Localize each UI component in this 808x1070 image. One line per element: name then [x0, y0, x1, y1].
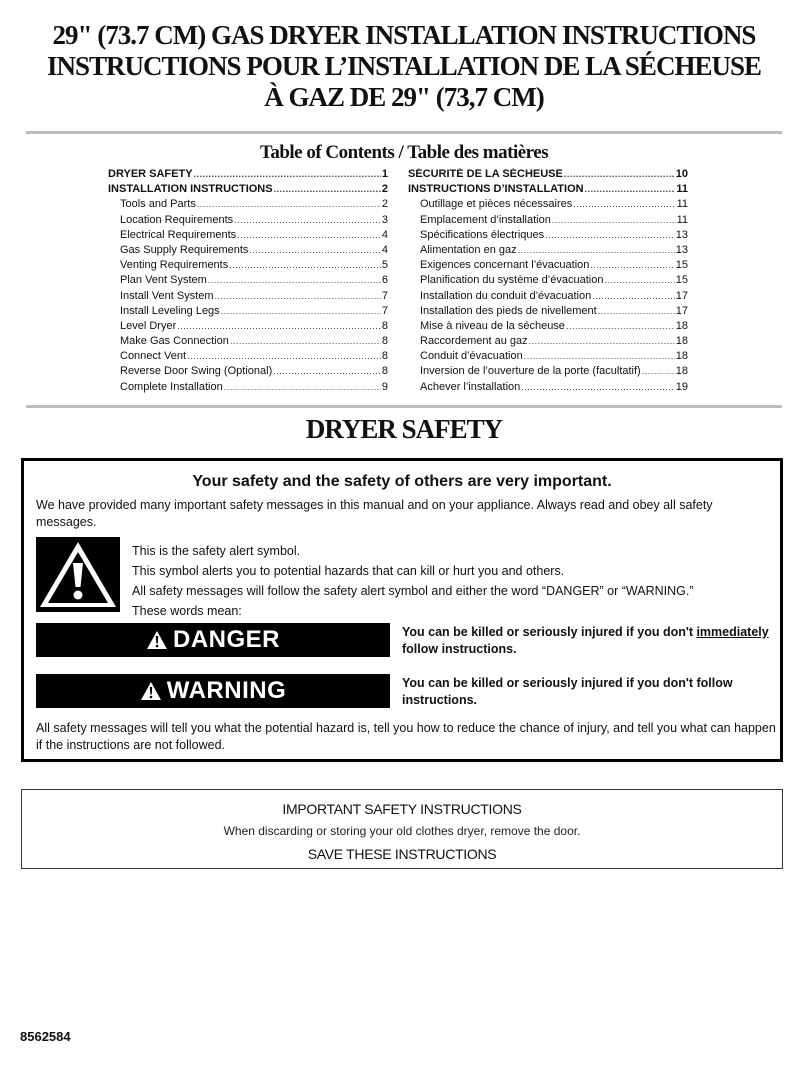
- toc-entry-label: Planification du système d’évacuation: [420, 274, 604, 287]
- toc-entry-label: Tools and Parts: [120, 198, 196, 211]
- toc-entry: [108, 350, 388, 365]
- toc-leader-dots: [249, 245, 380, 255]
- toc-leader-dots: [564, 169, 675, 179]
- toc-leader-dots: [545, 230, 675, 240]
- toc-entry-page: 6: [381, 274, 388, 287]
- toc-entry: [108, 168, 388, 183]
- safety-intro: We have provided many important safety messages in this manual and on your appliance. Always read and obey all safety messages.: [36, 498, 713, 529]
- toc-entry: [408, 290, 688, 305]
- toc-entry-label: INSTRUCTIONS D’INSTALLATION: [408, 183, 584, 196]
- toc-leader-dots: [237, 230, 381, 240]
- toc-entry-page: 5: [381, 259, 388, 272]
- toc-entry-page: 18: [675, 350, 688, 363]
- toc-entry: [108, 365, 388, 380]
- toc-heading: Table of Contents / Table des matières: [259, 142, 549, 163]
- toc-entry: [108, 305, 388, 320]
- danger-text-underlined: immediately: [696, 625, 769, 639]
- toc-entry: [108, 259, 388, 274]
- toc-entry: [108, 214, 388, 229]
- toc-leader-dots: [604, 275, 674, 285]
- toc-entry-label: Raccordement au gaz: [420, 335, 528, 348]
- toc-leader-dots: [274, 184, 381, 194]
- title-line-3: À GAZ DE 29" (73,7 CM): [264, 82, 544, 112]
- toc-entry: [408, 320, 688, 335]
- toc-entry-label: Alimentation en gaz: [420, 243, 517, 256]
- toc-entry-label: Location Requirements: [120, 213, 234, 226]
- toc-leader-dots: [177, 321, 381, 331]
- important-title: IMPORTANT SAFETY INSTRUCTIONS: [282, 801, 522, 817]
- toc-leader-dots: [229, 260, 381, 270]
- toc-entry: [408, 259, 688, 274]
- toc-entry-label: Gas Supply Requirements: [120, 243, 249, 256]
- toc-entry-page: 1: [381, 168, 388, 180]
- toc-entry-page: 4: [381, 243, 388, 256]
- safety-message-box: [21, 458, 783, 762]
- toc-entry-page: 10: [675, 168, 688, 180]
- toc-leader-dots: [573, 199, 675, 209]
- alert-line-1: This is the safety alert symbol.: [132, 544, 301, 558]
- toc-entry-label: Venting Requirements: [120, 259, 229, 272]
- warning-label: WARNING: [166, 677, 287, 704]
- toc-leader-dots: [566, 321, 675, 331]
- toc-entry-page: 19: [675, 380, 688, 393]
- toc-leader-dots: [230, 336, 381, 346]
- toc-entry-label: SÉCURITÉ DE LA SÉCHEUSE: [408, 168, 563, 180]
- toc-entry-label: Electrical Requirements: [120, 228, 237, 241]
- toc-entry: [408, 229, 688, 244]
- save-instructions: SAVE THESE INSTRUCTIONS: [307, 846, 497, 862]
- toc-entry-label: Outillage et pièces nécessaires: [420, 198, 573, 211]
- toc-bottom-divider: [26, 405, 782, 408]
- toc-entry: [108, 244, 388, 259]
- toc-entry-label: Level Dryer: [120, 319, 177, 332]
- section-title: DRYER SAFETY: [305, 414, 503, 444]
- toc-entry: [108, 198, 388, 213]
- toc-entry: [408, 168, 688, 183]
- toc-leader-dots: [215, 291, 381, 301]
- toc-entry-page: 7: [381, 289, 388, 302]
- toc-entry: [108, 381, 388, 396]
- toc-entry-label: Inversion de l’ouverture de la porte (facultatif): [420, 365, 641, 378]
- toc-entry-page: 17: [675, 289, 688, 302]
- toc-leader-dots: [585, 184, 676, 194]
- toc-entry-label: DRYER SAFETY: [108, 168, 193, 180]
- danger-description: [402, 624, 782, 658]
- danger-text-part-1: You can be killed or seriously injured if you don't: [402, 625, 697, 639]
- safety-footer: All safety messages will tell you what the potential hazard is, tell you how to reduce the chance of injury, and tell you what can happen if the instructions are not followed.: [36, 721, 776, 752]
- toc-entry: [408, 350, 688, 365]
- toc-leader-dots: [590, 260, 674, 270]
- toc-entry-label: Make Gas Connection: [120, 335, 229, 348]
- toc-entry-page: 18: [675, 335, 688, 348]
- toc-entry-page: 15: [675, 274, 688, 287]
- toc-entry-page: 11: [676, 213, 688, 226]
- toc-entry: [408, 214, 688, 229]
- warning-signal-panel: [36, 674, 390, 708]
- safety-heading: Your safety and the safety of others are very important.: [192, 473, 612, 490]
- toc-entry: [408, 365, 688, 380]
- toc-leader-dots: [529, 336, 675, 346]
- toc-entry-page: 3: [381, 213, 388, 226]
- toc-french-column: [408, 168, 688, 396]
- toc-entry: [408, 198, 688, 213]
- toc-entry-page: 11: [676, 183, 688, 196]
- toc-entry-label: INSTALLATION INSTRUCTIONS: [108, 183, 273, 196]
- toc-leader-dots: [224, 382, 381, 392]
- toc-entry: [108, 274, 388, 289]
- toc-entry-page: 17: [675, 304, 688, 317]
- toc-entry: [408, 274, 688, 289]
- toc-entry-label: Connect Vent: [120, 350, 187, 363]
- danger-alert-icon: [146, 630, 168, 650]
- toc-entry-label: Install Vent System: [120, 289, 214, 302]
- toc-leader-dots: [524, 351, 675, 361]
- top-divider: [26, 131, 782, 134]
- toc-entry-label: Plan Vent System: [120, 274, 207, 287]
- safety-alert-triangle-icon: [36, 537, 120, 612]
- toc-entry-page: 15: [675, 259, 688, 272]
- danger-text-part-2: follow instructions.: [402, 642, 517, 656]
- toc-leader-dots: [208, 275, 381, 285]
- part-number: 8562584: [20, 1029, 71, 1044]
- toc-entry-label: Mise à niveau de la sécheuse: [420, 319, 565, 332]
- toc-leader-dots: [592, 291, 675, 301]
- toc-entry: [108, 290, 388, 305]
- warning-description: You can be killed or seriously injured if you don't follow instructions.: [402, 676, 733, 707]
- toc-entry-page: 13: [675, 243, 688, 256]
- toc-entry-page: 13: [675, 228, 688, 241]
- important-body: When discarding or storing your old clothes dryer, remove the door.: [223, 824, 581, 838]
- toc-leader-dots: [197, 199, 381, 209]
- toc-entry-label: Complete Installation: [120, 380, 223, 393]
- toc-leader-dots: [234, 215, 381, 225]
- toc-entry-page: 8: [381, 319, 388, 332]
- toc-entry-label: Reverse Door Swing (Optional): [120, 365, 273, 378]
- important-safety-instructions-box: [21, 789, 783, 869]
- toc-entry: [108, 229, 388, 244]
- toc-leader-dots: [187, 351, 381, 361]
- toc-leader-dots: [221, 306, 381, 316]
- toc-entry-label: Install Leveling Legs: [120, 304, 220, 317]
- toc-entry-label: Installation des pieds de nivellement: [420, 304, 597, 317]
- toc-entry: [408, 381, 688, 396]
- toc-leader-dots: [521, 382, 674, 392]
- toc-entry-label: Achever l’installation: [420, 380, 521, 393]
- toc-english-column: [108, 168, 388, 396]
- toc-entry-label: Installation du conduit d’évacuation: [420, 289, 592, 302]
- toc-entry-page: 8: [381, 365, 388, 378]
- toc-entry-page: 18: [675, 319, 688, 332]
- toc-entry-label: Emplacement d’installation: [420, 213, 551, 226]
- toc-entry: [408, 305, 688, 320]
- toc-entry: [108, 320, 388, 335]
- title-line-1: 29" (73.7 CM) GAS DRYER INSTALLATION INSTRUCTIONS: [52, 20, 756, 50]
- toc-entry: [108, 183, 388, 198]
- warning-alert-icon: [140, 681, 162, 701]
- toc-entry-page: 11: [676, 198, 688, 211]
- document-title: [0, 20, 808, 113]
- alert-line-3: All safety messages will follow the safety alert symbol and either the word “DANGER” or “WARNING.”: [132, 584, 694, 598]
- toc-entry-page: 4: [381, 228, 388, 241]
- toc-entry-label: Spécifications électriques: [420, 228, 545, 241]
- toc-leader-dots: [273, 366, 381, 376]
- toc-leader-dots: [518, 245, 675, 255]
- toc-entry-label: Conduit d’évacuation: [420, 350, 523, 363]
- toc-entry: [408, 244, 688, 259]
- toc-leader-dots: [194, 169, 381, 179]
- toc-entry-page: 2: [381, 198, 388, 211]
- toc-entry: [408, 183, 688, 198]
- toc-entry-page: 8: [381, 350, 388, 363]
- alert-explanation: [132, 541, 772, 621]
- alert-line-4: These words mean:: [132, 604, 242, 618]
- toc-leader-dots: [598, 306, 675, 316]
- title-line-2: INSTRUCTIONS POUR L’INSTALLATION DE LA SÉCHEUSE: [47, 51, 761, 81]
- toc-entry-page: 18: [675, 365, 688, 378]
- toc-entry: [408, 335, 688, 350]
- toc-leader-dots: [642, 366, 675, 376]
- danger-signal-panel: [36, 623, 390, 657]
- danger-label: DANGER: [172, 626, 280, 653]
- toc-entry-page: 9: [381, 380, 388, 393]
- toc-entry-page: 8: [381, 335, 388, 348]
- toc-entry-page: 7: [381, 304, 388, 317]
- toc-entry: [108, 335, 388, 350]
- alert-line-2: This symbol alerts you to potential hazards that can kill or hurt you and others.: [132, 564, 565, 578]
- toc-leader-dots: [552, 215, 676, 225]
- toc-entry-label: Exigences concernant l’évacuation: [420, 259, 590, 272]
- toc-entry-page: 2: [381, 183, 388, 196]
